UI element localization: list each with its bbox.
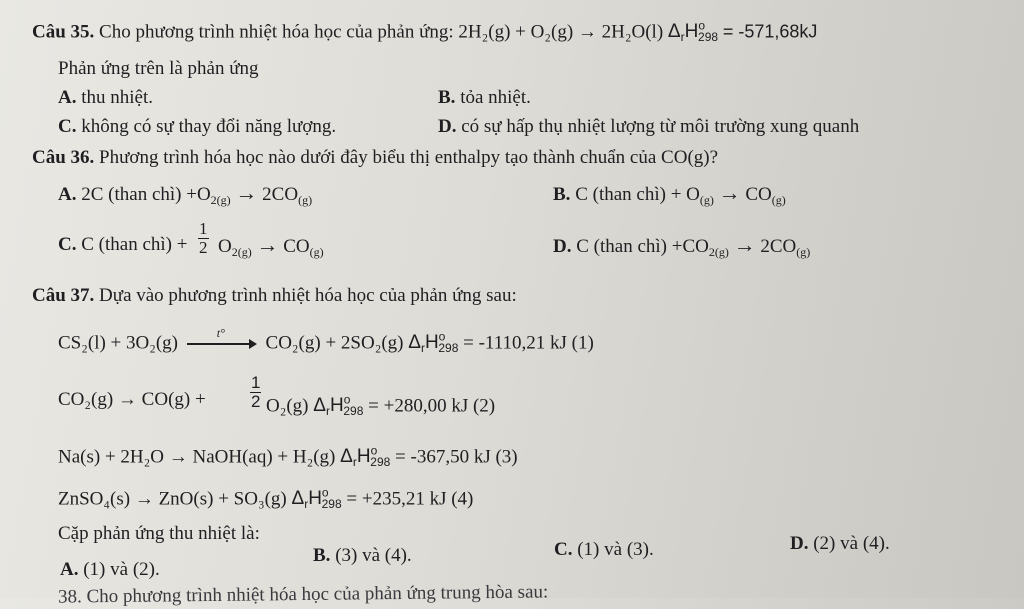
q37-b-text: (3) và (4). <box>335 545 412 566</box>
q37-equation-1 <box>58 326 594 354</box>
q35-stem <box>32 15 817 43</box>
q35-c-text: không có sự thay đổi năng lượng. <box>81 116 337 137</box>
q37-option-a[interactable] <box>60 559 160 581</box>
delta-h-symbol: $\Delta_rH^o_{298}$ <box>291 486 342 512</box>
q37-text: Dựa vào phương trình nhiệt hóa học của phản ứng sau: <box>99 285 517 306</box>
q35-enthalpy: = -571,68kJ <box>722 21 818 42</box>
q35-c-label: C. <box>58 116 77 137</box>
eq1-right: CO₂(g) + 2SO₂(g) <box>265 332 404 354</box>
eq2-right: O₂(g) <box>266 395 309 417</box>
q35-option-c[interactable] <box>58 116 336 138</box>
q37-a-text: (1) và (2). <box>83 559 160 580</box>
eq2-half-fraction: $\frac{1}{2}$ <box>251 373 261 411</box>
eq2-value: = +280,00 kJ (2) <box>368 395 496 417</box>
q36-c-label: C. <box>58 234 77 255</box>
q35-a-text: thu nhiệt. <box>81 87 154 108</box>
q37-d-label: D. <box>790 533 809 554</box>
q35-a-label: A. <box>58 87 77 108</box>
eq3-value: = -367,50 kJ (3) <box>395 446 518 468</box>
q35-label: Câu 35. <box>32 21 95 43</box>
heat-arrow-icon: t° <box>187 339 257 349</box>
q36-option-d[interactable] <box>553 234 810 258</box>
delta-h-symbol: $\Delta_rH^o_{298}$ <box>667 19 719 45</box>
q37-d-text: (2) và (4). <box>813 533 890 554</box>
q36-c-equation-rest: $O_{2(g)} \to CO_{(g)}$ <box>218 232 324 259</box>
q36-option-a[interactable] <box>58 182 312 206</box>
q36-d-label: D. <box>553 236 572 257</box>
q37-option-c[interactable] <box>554 539 654 561</box>
delta-h-symbol: $\Delta_rH^o_{298}$ <box>408 330 459 356</box>
q37-label: Câu 37. <box>32 285 95 306</box>
q37-ask: Cặp phản ứng thu nhiệt là: <box>58 523 260 544</box>
q35-line2: Phản ứng trên là phản ứng <box>58 58 259 79</box>
q37-a-label: A. <box>60 559 79 580</box>
q37-option-d[interactable] <box>790 533 890 555</box>
q36-a-label: A. <box>58 184 77 205</box>
q37-stem <box>32 285 517 307</box>
q36-c-equation: C (than chì) + <box>81 234 188 255</box>
q35-d-label: D. <box>438 116 457 137</box>
q35-option-a[interactable] <box>58 87 153 109</box>
eq4-text: ZnSO₄(s) → ZnO(s) + SO₃(g) <box>58 488 287 510</box>
q37-equation-2 <box>58 389 206 411</box>
q37-c-text: (1) và (3). <box>577 539 654 560</box>
eq3-text: Na(s) + 2H₂O → NaOH(aq) + H₂(g) <box>58 446 336 468</box>
eq1-left: CS₂(l) + 3O₂(g) <box>58 332 179 354</box>
q36-label: Câu 36. <box>32 147 95 168</box>
q36-c-half-fraction: $\frac{1}{2}$ <box>199 219 208 257</box>
q37-option-b[interactable] <box>313 545 412 567</box>
q37-c-label: C. <box>554 539 573 560</box>
q35-d-text: có sự hấp thụ nhiệt lượng từ môi trường xung quanh <box>461 116 860 137</box>
q37-equation-3 <box>58 440 518 468</box>
q36-b-label: B. <box>553 184 571 205</box>
q36-option-b[interactable] <box>553 182 786 206</box>
q37-equation-4 <box>58 482 473 510</box>
eq1-value: = -1110,21 kJ (1) <box>463 332 594 354</box>
q35-b-text: tỏa nhiệt. <box>460 87 531 108</box>
delta-h-symbol: $\Delta_rH^o_{298}$ <box>340 444 391 470</box>
q36-a-equation: 2C (than chì) $+O_{2(g)} \to 2CO_{(g)}$ <box>81 180 313 207</box>
q35-option-b[interactable] <box>438 87 531 109</box>
q36-option-c[interactable] <box>58 234 187 256</box>
q36-text: Phương trình hóa học nào dưới đây biểu thị enthalpy tạo thành chuẩn của CO(g)? <box>99 147 719 168</box>
q37-b-label: B. <box>313 545 331 566</box>
q36-d-equation: C (than chì) $+CO_{2(g)} \to 2CO_{(g)}$ <box>576 232 811 259</box>
q35-text: Cho phương trình nhiệt hóa học của phản ứng: 2H₂(g) + O₂(g) → 2H₂O(l) <box>99 21 664 43</box>
q35-b-label: B. <box>438 87 456 108</box>
delta-h-symbol: $\Delta_rH^o_{298}$ <box>313 393 364 419</box>
q38-partial: 38. Cho phương trình nhiệt hóa học của phản ứng trung hòa sau: <box>57 581 549 608</box>
q36-b-equation: C (than chì) + $O_{(g)} \to CO_{(g)}$ <box>575 180 786 207</box>
q36-stem <box>32 147 718 169</box>
q37-equation-2-rest <box>266 389 495 417</box>
eq2-left: CO₂(g) → CO(g) + <box>58 389 206 410</box>
eq4-value: = +235,21 kJ (4) <box>346 488 474 510</box>
q35-option-d[interactable] <box>438 116 859 138</box>
